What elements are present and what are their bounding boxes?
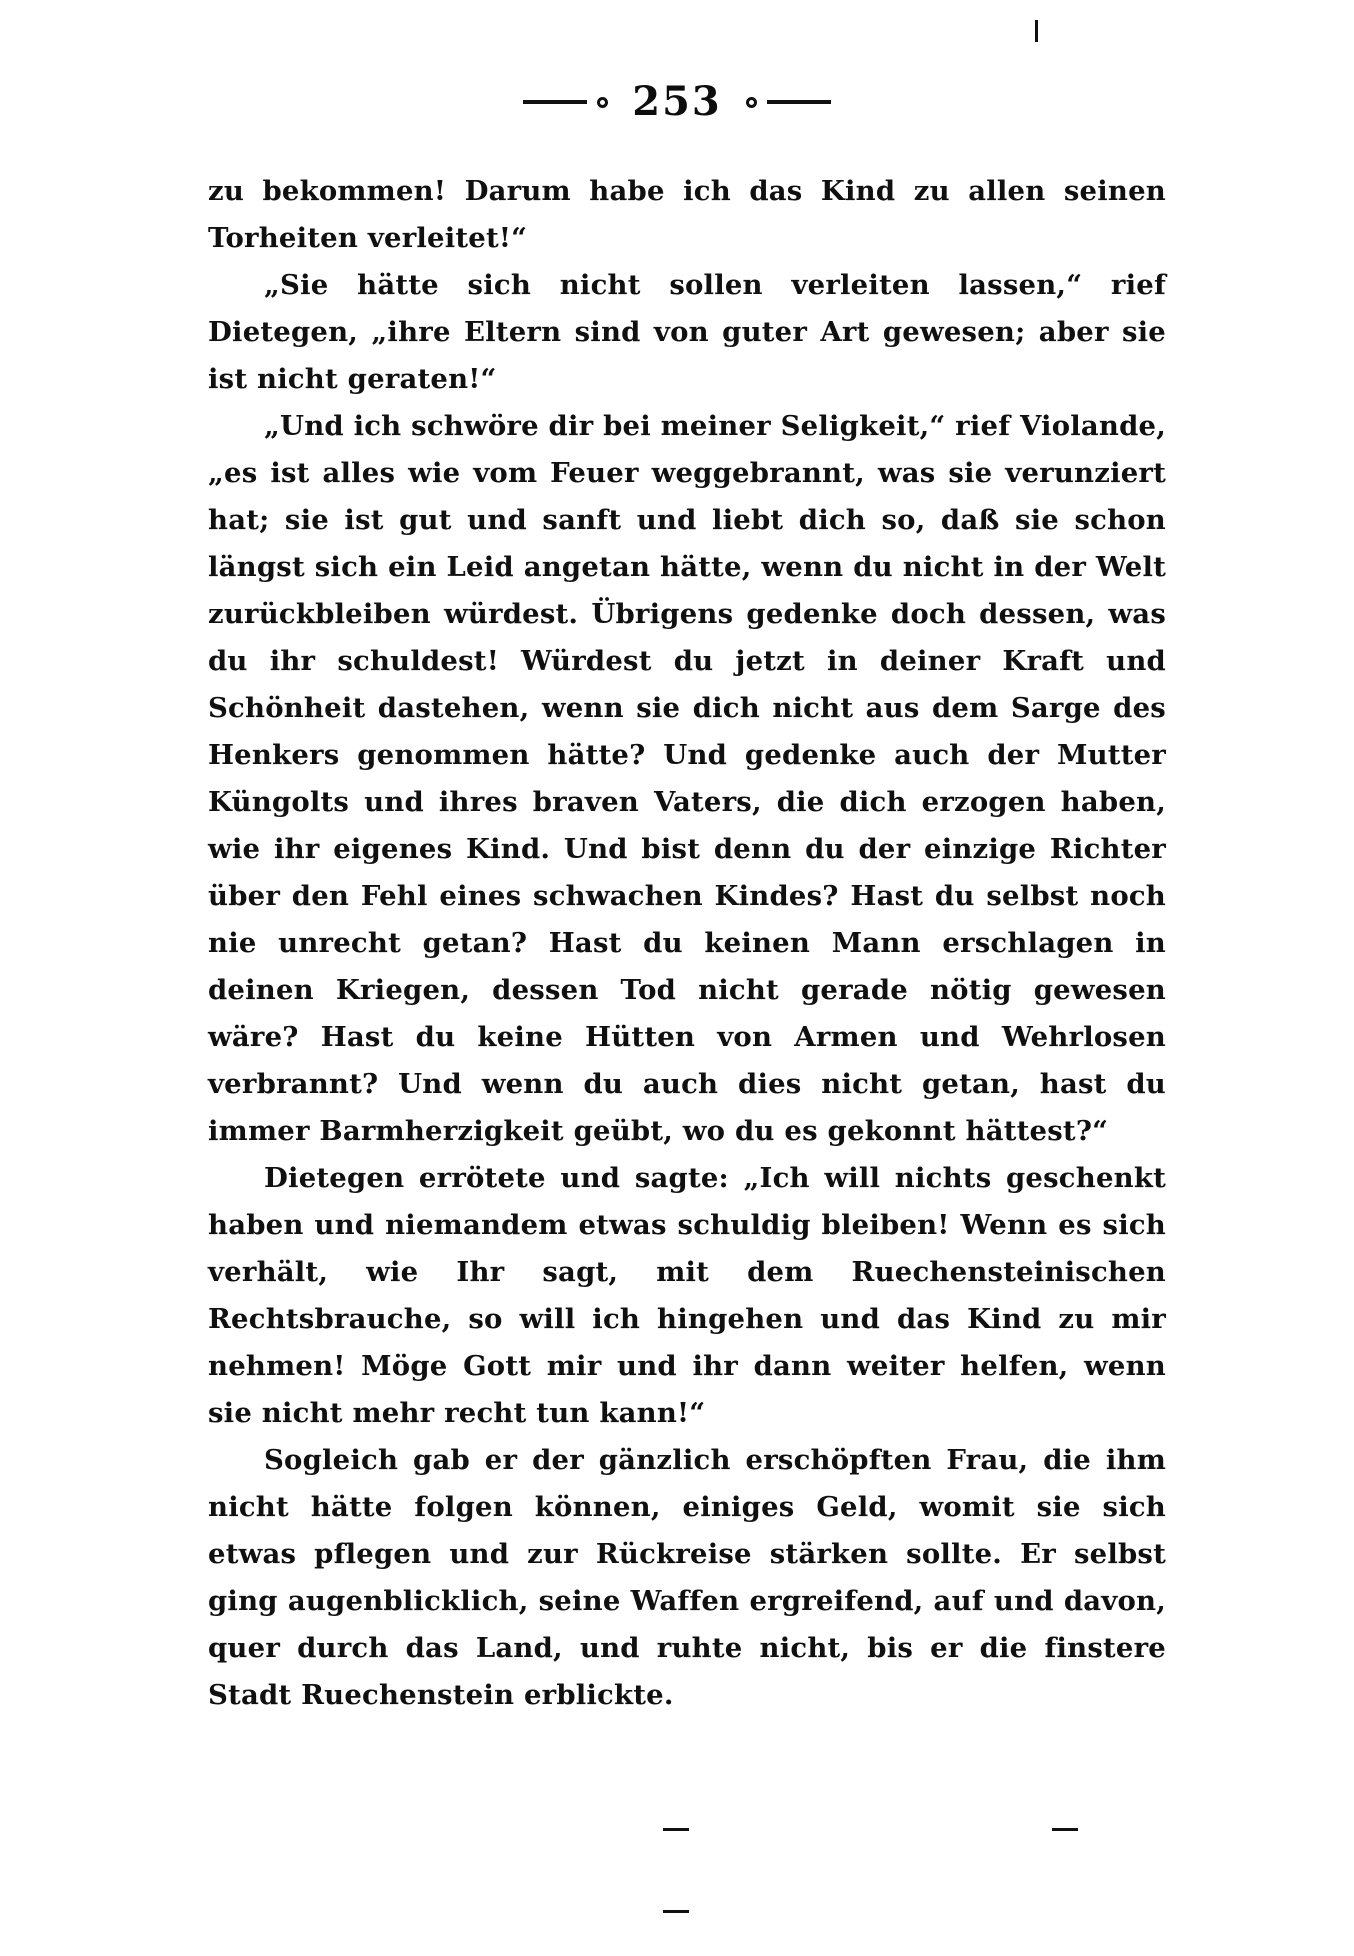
body-text	[208, 168, 1166, 1719]
header-rule-right-icon	[767, 100, 831, 104]
register-mark	[663, 1828, 689, 1831]
paragraph: Sogleich gab er der gänzlich erschöpften Frau, die ihm nicht hätte folgen können, einiges Geld, womit sie sich etwas pflegen und zur Rückreise stärken sollte. Er selbst ging augenblicklich, seine Waffen ergreifend, auf und davon, quer durch das Land, und ruhte nicht, bis er die finstere Stadt Ruechenstein erblickte.	[208, 1444, 1166, 1711]
header-rule-left-icon	[523, 100, 587, 104]
page-header	[0, 78, 1354, 126]
header-dot-left-icon	[597, 97, 608, 108]
paragraph: Dietegen errötete und sagte: „Ich will nichts geschenkt haben und niemandem etwas schuldig bleiben! Wenn es sich verhält, wie Ihr sagt, mit dem Ruechensteinischen Rechtsbrauche, so will ich hingehen und das Kind zu mir nehmen! Möge Gott mir und ihr dann weiter helfen, wenn sie nicht mehr recht tun kann!“	[208, 1162, 1166, 1429]
register-mark	[663, 1910, 689, 1913]
header-dot-right-icon	[746, 97, 757, 108]
paragraph: „Und ich schwöre dir bei meiner Seligkeit,“ rief Violande, „es ist alles wie vom Feuer weggebrannt, was sie verunziert hat; sie ist gut und sanft und liebt dich so, daß sie schon längst sich ein Leid angetan hätte, wenn du nicht in der Welt zurückbleiben würdest. Übrigens gedenke doch dessen, was du ihr schuldest! Würdest du jetzt in deiner Kraft und Schönheit dastehen, wenn sie dich nicht aus dem Sarge des Henkers genommen hätte? Und gedenke auch der Mutter Küngolts und ihres braven Vaters, die dich erzogen haben, wie ihr eigenes Kind. Und bist denn du der einzige Richter über den Fehl eines schwachen Kindes? Hast du selbst noch nie unrecht getan? Hast du keinen Mann erschlagen in deinen Kriegen, dessen Tod nicht gerade nötig gewesen wäre? Hast du keine Hütten von Armen und Wehrlosen verbrannt? Und wenn du auch dies nicht getan, hast du immer Barmherzigkeit geübt, wo du es gekonnt hättest?“	[208, 410, 1167, 1147]
register-mark	[1035, 20, 1038, 42]
page-number: 253	[632, 78, 722, 125]
register-mark	[1052, 1828, 1078, 1831]
paragraph: zu bekommen! Darum habe ich das Kind zu allen seinen Torheiten verleitet!“	[208, 175, 1166, 254]
paragraph: „Sie hätte sich nicht sollen verleiten lassen,“ rief Dietegen, „ihre Eltern sind von guter Art gewesen; aber sie ist nicht geraten!“	[208, 269, 1166, 395]
